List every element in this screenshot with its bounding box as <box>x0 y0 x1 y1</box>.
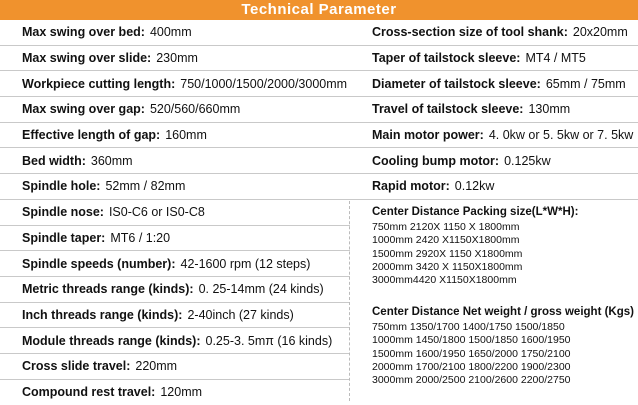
spec-value: 0.25-3. 5mπ (16 kinds) <box>205 333 333 348</box>
spec-value: 160mm <box>165 128 207 143</box>
spec-value: 520/560/660mm <box>149 102 241 117</box>
spec-label: Max swing over bed: <box>22 25 145 40</box>
spec-row <box>0 148 350 174</box>
spec-row <box>350 20 638 46</box>
spec-row <box>0 123 350 149</box>
packing-size-panel <box>350 206 638 287</box>
spec-row <box>350 46 638 72</box>
weight-line: 750mm 1350/1700 1400/1750 1500/1850 <box>372 321 565 334</box>
spec-value: IS0-C6 or IS0-C8 <box>108 205 205 220</box>
spec-label: Module threads range (kinds): <box>22 333 201 348</box>
packing-size-line: 3000mm4420 X1150X1800mm <box>372 274 517 287</box>
spec-row <box>350 123 638 149</box>
spec-row <box>0 328 350 354</box>
spec-row <box>0 354 350 380</box>
spec-label: Metric threads range (kinds): <box>22 282 194 297</box>
spec-value: 120mm <box>160 385 203 400</box>
spec-label: Bed width: <box>22 153 86 168</box>
spec-label: Spindle nose: <box>22 205 104 220</box>
spec-row <box>0 97 350 123</box>
spec-value: 65mm / 75mm <box>545 76 626 91</box>
spec-value: 220mm <box>135 359 178 374</box>
weight-title: Center Distance Net weight / gross weight (Kgs) <box>372 306 634 318</box>
spec-row <box>0 251 350 277</box>
spec-label: Workpiece cutting length: <box>22 76 176 91</box>
spec-label: Rapid motor: <box>372 179 450 194</box>
spec-row <box>0 277 350 303</box>
spec-row <box>350 97 638 123</box>
spec-label: Compound rest travel: <box>22 385 156 400</box>
page-title: Technical Parameter <box>0 0 638 20</box>
spec-label: Cooling bump motor: <box>372 153 500 168</box>
spec-label: Taper of tailstock sleeve: <box>372 51 521 66</box>
spec-value: 0.12kw <box>454 179 495 194</box>
weight-line: 2000mm 1700/2100 1800/2200 1900/2300 <box>372 360 571 373</box>
spec-label: Travel of tailstock sleeve: <box>372 102 524 117</box>
spec-row <box>0 46 350 72</box>
spec-row <box>0 20 350 46</box>
packing-size-line: 750mm 2120X 1150 X 1800mm <box>372 221 520 234</box>
right-spec-column <box>350 20 638 200</box>
spec-label: Main motor power: <box>372 128 484 143</box>
packing-size-line: 2000mm 3420 X 1150X1800mm <box>372 260 523 273</box>
spec-label: Max swing over slide: <box>22 51 152 66</box>
spec-value: 750/1000/1500/2000/3000mm <box>180 76 348 91</box>
spec-label: Spindle hole: <box>22 179 101 194</box>
spec-value: 130mm <box>528 102 571 117</box>
spec-label: Effective length of gap: <box>22 128 161 143</box>
spec-label: Spindle taper: <box>22 230 106 245</box>
spec-row <box>0 380 350 405</box>
spec-value: 230mm <box>156 51 198 66</box>
packing-size-title: Center Distance Packing size(L*W*H): <box>372 206 579 218</box>
spec-row <box>350 148 638 174</box>
spec-row <box>0 303 350 329</box>
weight-line: 3000mm 2000/2500 2100/2600 2200/2750 <box>372 374 571 387</box>
spec-value: 360mm <box>90 153 133 168</box>
spec-label: Diameter of tailstock sleeve: <box>372 76 541 91</box>
spec-value: MT6 / 1:20 <box>110 230 171 245</box>
spec-label: Cross-section size of tool shank: <box>372 25 568 40</box>
spec-value: 400mm <box>149 25 192 40</box>
spec-value: 0.125kw <box>504 153 551 168</box>
spec-label: Inch threads range (kinds): <box>22 307 183 322</box>
spec-value: MT4 / MT5 <box>525 51 586 66</box>
spec-value: 52mm / 82mm <box>105 179 186 194</box>
weight-line: 1500mm 1600/1950 1650/2000 1750/2100 <box>372 347 571 360</box>
spec-value: 20x20mm <box>572 25 628 40</box>
packing-size-line: 1000mm 2420 X1150X1800mm <box>372 234 520 247</box>
weight-line: 1000mm 1450/1800 1500/1850 1600/1950 <box>372 334 571 347</box>
packing-size-line: 1500mm 2920X 1150 X1800mm <box>372 247 523 260</box>
spec-row <box>350 71 638 97</box>
spec-label: Max swing over gap: <box>22 102 145 117</box>
spec-value: 42-1600 rpm (12 steps) <box>180 256 311 271</box>
spec-label: Spindle speeds (number): <box>22 256 176 271</box>
spec-row <box>0 174 350 200</box>
spec-row <box>0 226 350 252</box>
left-spec-column <box>0 20 350 405</box>
spec-row <box>350 174 638 200</box>
spec-value: 2-40inch (27 kinds) <box>187 307 294 322</box>
spec-row <box>0 71 350 97</box>
weight-panel <box>350 306 638 387</box>
spec-value: 0. 25-14mm (24 kinds) <box>198 282 324 297</box>
spec-value: 4. 0kw or 5. 5kw or 7. 5kw <box>488 128 634 143</box>
spec-row <box>0 200 350 226</box>
spec-label: Cross slide travel: <box>22 359 131 374</box>
